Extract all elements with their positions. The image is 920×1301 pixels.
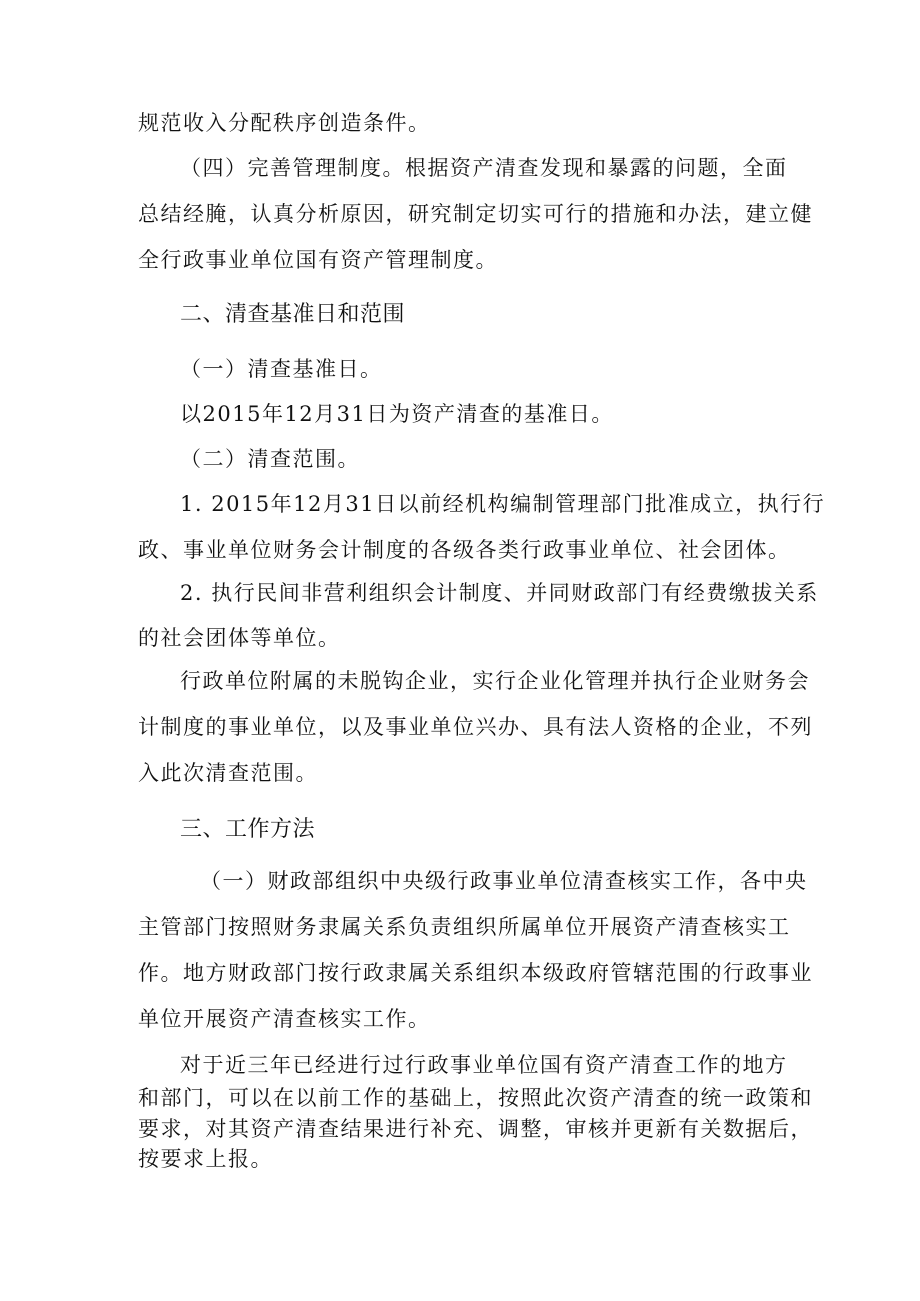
paragraph-line: 主管部门按照财务隶属关系负责组织所属单位开展资产清查核实工: [138, 915, 791, 939]
paragraph-line: 单位开展资产清查核实工作。: [138, 1007, 431, 1031]
paragraph-line: （一）财政部组织中央级行政事业单位清查核实工作，各中央: [200, 869, 808, 893]
paragraph-line: 规范收入分配秩序创造条件。: [138, 111, 431, 135]
paragraph-line: 行政单位附属的未脱钩企业，实行企业化管理并执行企业财务会: [180, 669, 810, 693]
paragraph-line: 的社会团体等单位。: [138, 626, 341, 650]
paragraph-line: 2. 执行民间非营利组织会计制度、并同财政部门有经费缴拔关系: [180, 581, 819, 605]
paragraph-line: （一）清查基准日。: [180, 357, 383, 381]
paragraph-line: 1. 2015年12月31日以前经机构编制管理部门批准成立，执行行: [180, 492, 826, 516]
paragraph-line: 要求，对其资产清查结果进行补充、调整，审核并更新有关数据后，: [138, 1117, 813, 1141]
paragraph-line: 计制度的事业单位，以及事业单位兴办、具有法人资格的企业，不列: [138, 715, 813, 739]
paragraph-line: 作。地方财政部门按行政隶属关系组织本级政府管辖范围的行政事业: [138, 961, 813, 985]
paragraph-line: 对于近三年已经进行过行政事业单位国有资产清查工作的地方: [180, 1053, 788, 1077]
paragraph-line: 以2015年12月31日为资产清查的基准日。: [180, 402, 614, 426]
paragraph-line: 入此次清查范围。: [138, 761, 318, 785]
paragraph-line: （四）完善管理制度。根据资产清查发现和暴露的问题，全面: [180, 156, 788, 180]
paragraph-line: 和部门，可以在以前工作的基础上，按照此次资产清查的统一政策和: [138, 1086, 813, 1110]
section-heading: 二、清查基准日和范围: [180, 302, 406, 327]
section-heading: 三、工作方法: [180, 817, 316, 842]
paragraph-line: 政、事业单位财务会计制度的各级各类行政事业单位、社会团体。: [138, 538, 791, 562]
paragraph-line: （二）清查范围。: [180, 447, 360, 471]
paragraph-line: 总结经腌，认真分析原因，研究制定切实可行的措施和办法，建立健: [138, 202, 813, 226]
paragraph-line: 全行政事业单位国有资产管理制度。: [138, 248, 498, 272]
paragraph-line: 按要求上报。: [138, 1147, 273, 1171]
